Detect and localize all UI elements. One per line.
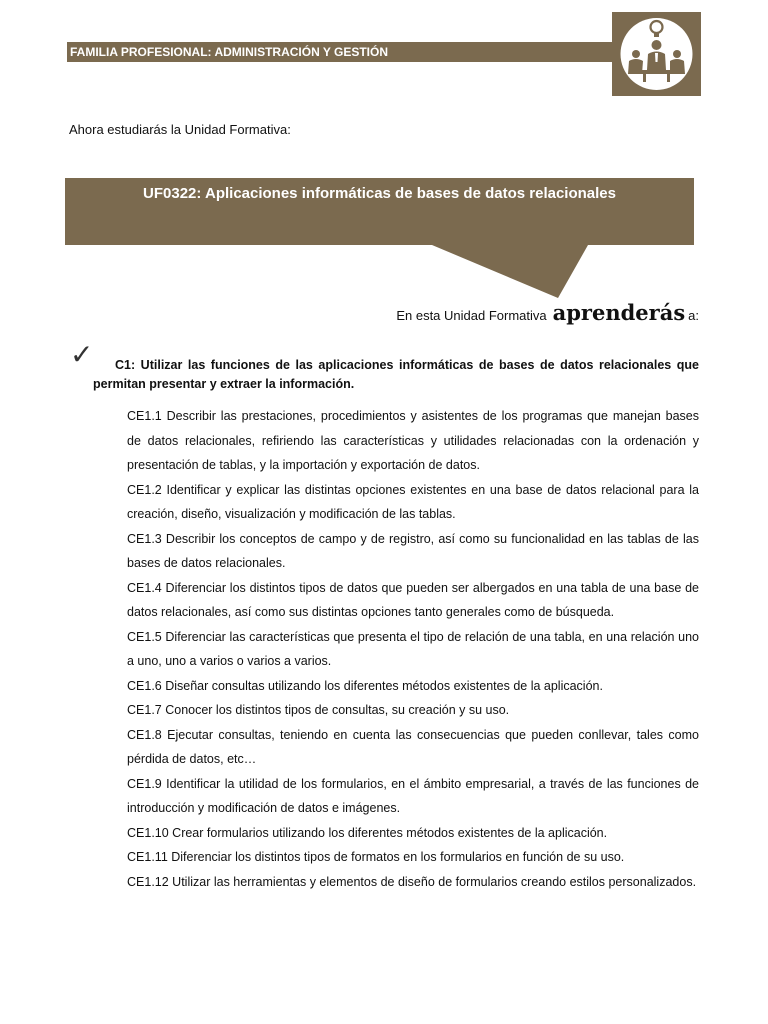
list-item: CE1.1 Describir las prestaciones, procedimientos y asistentes de los programas que manejan bases de datos relacionales, refiriendo las características y utilidades relacionadas con la ordenación y presentación de tablas, y la importación y exportación de datos.	[127, 409, 699, 472]
list-item: CE1.8 Ejecutar consultas, teniendo en cuenta las consecuencias que pueden conllevar, tales como pérdida de datos, etc…	[127, 727, 699, 766]
unit-title: UF0322: Aplicaciones informáticas de bases de datos relacionales	[143, 185, 616, 202]
learn-suffix: a:	[688, 308, 699, 323]
list-item: CE1.4 Diferenciar los distintos tipos de datos que pueden ser albergados en una tabla de una base de datos relacionales, así como sus distintas opciones tanto generales como de búsqueda.	[127, 580, 699, 619]
list-item: CE1.3 Describir los conceptos de campo y de registro, así como su funcionalidad en las tablas de las bases de datos relacionales.	[127, 531, 699, 570]
family-header-bar	[67, 42, 612, 62]
evaluation-criteria-list	[127, 404, 699, 894]
meeting-people-icon	[612, 12, 701, 96]
list-item: CE1.7 Conocer los distintos tipos de consultas, su creación y su uso.	[127, 703, 510, 717]
list-item: CE1.2 Identificar y explicar las distintas opciones existentes en una base de datos relacional para la creación, diseño, visualización y modificación de las tablas.	[127, 482, 699, 521]
family-title: FAMILIA PROFESIONAL: ADMINISTRACIÓN Y GESTIÓN	[70, 45, 389, 59]
unit-banner	[65, 178, 694, 300]
learn-line	[396, 300, 699, 325]
checkmark-icon: ✓	[70, 338, 94, 371]
list-item: CE1.6 Diseñar consultas utilizando los diferentes métodos existentes de la aplicación.	[127, 678, 603, 693]
list-item: CE1.5 Diferenciar las características que presenta el tipo de relación de una tabla, en una relación uno a uno, uno a varios o varios a varios.	[127, 629, 699, 668]
learn-prefix: En esta Unidad Formativa	[396, 308, 547, 323]
criterion-heading: C1: Utilizar las funciones de las aplicaciones informáticas de bases de datos relacionales que permitan presentar y extraer la información.	[93, 358, 699, 391]
list-item: CE1.10 Crear formularios utilizando los diferentes métodos existentes de la aplicación.	[127, 825, 608, 840]
learn-emphasis: aprenderás	[552, 300, 686, 325]
intro-text: Ahora estudiarás la Unidad Formativa:	[69, 122, 291, 137]
list-item: CE1.11 Diferenciar los distintos tipos de formatos en los formularios en función de su uso.	[127, 850, 625, 864]
list-item: CE1.12 Utilizar las herramientas y elementos de diseño de formularios creando estilos personalizados.	[127, 874, 697, 889]
list-item: CE1.9 Identificar la utilidad de los formularios, en el ámbito empresarial, a través de las funciones de introducción y modificación de datos e imágenes.	[127, 776, 699, 815]
